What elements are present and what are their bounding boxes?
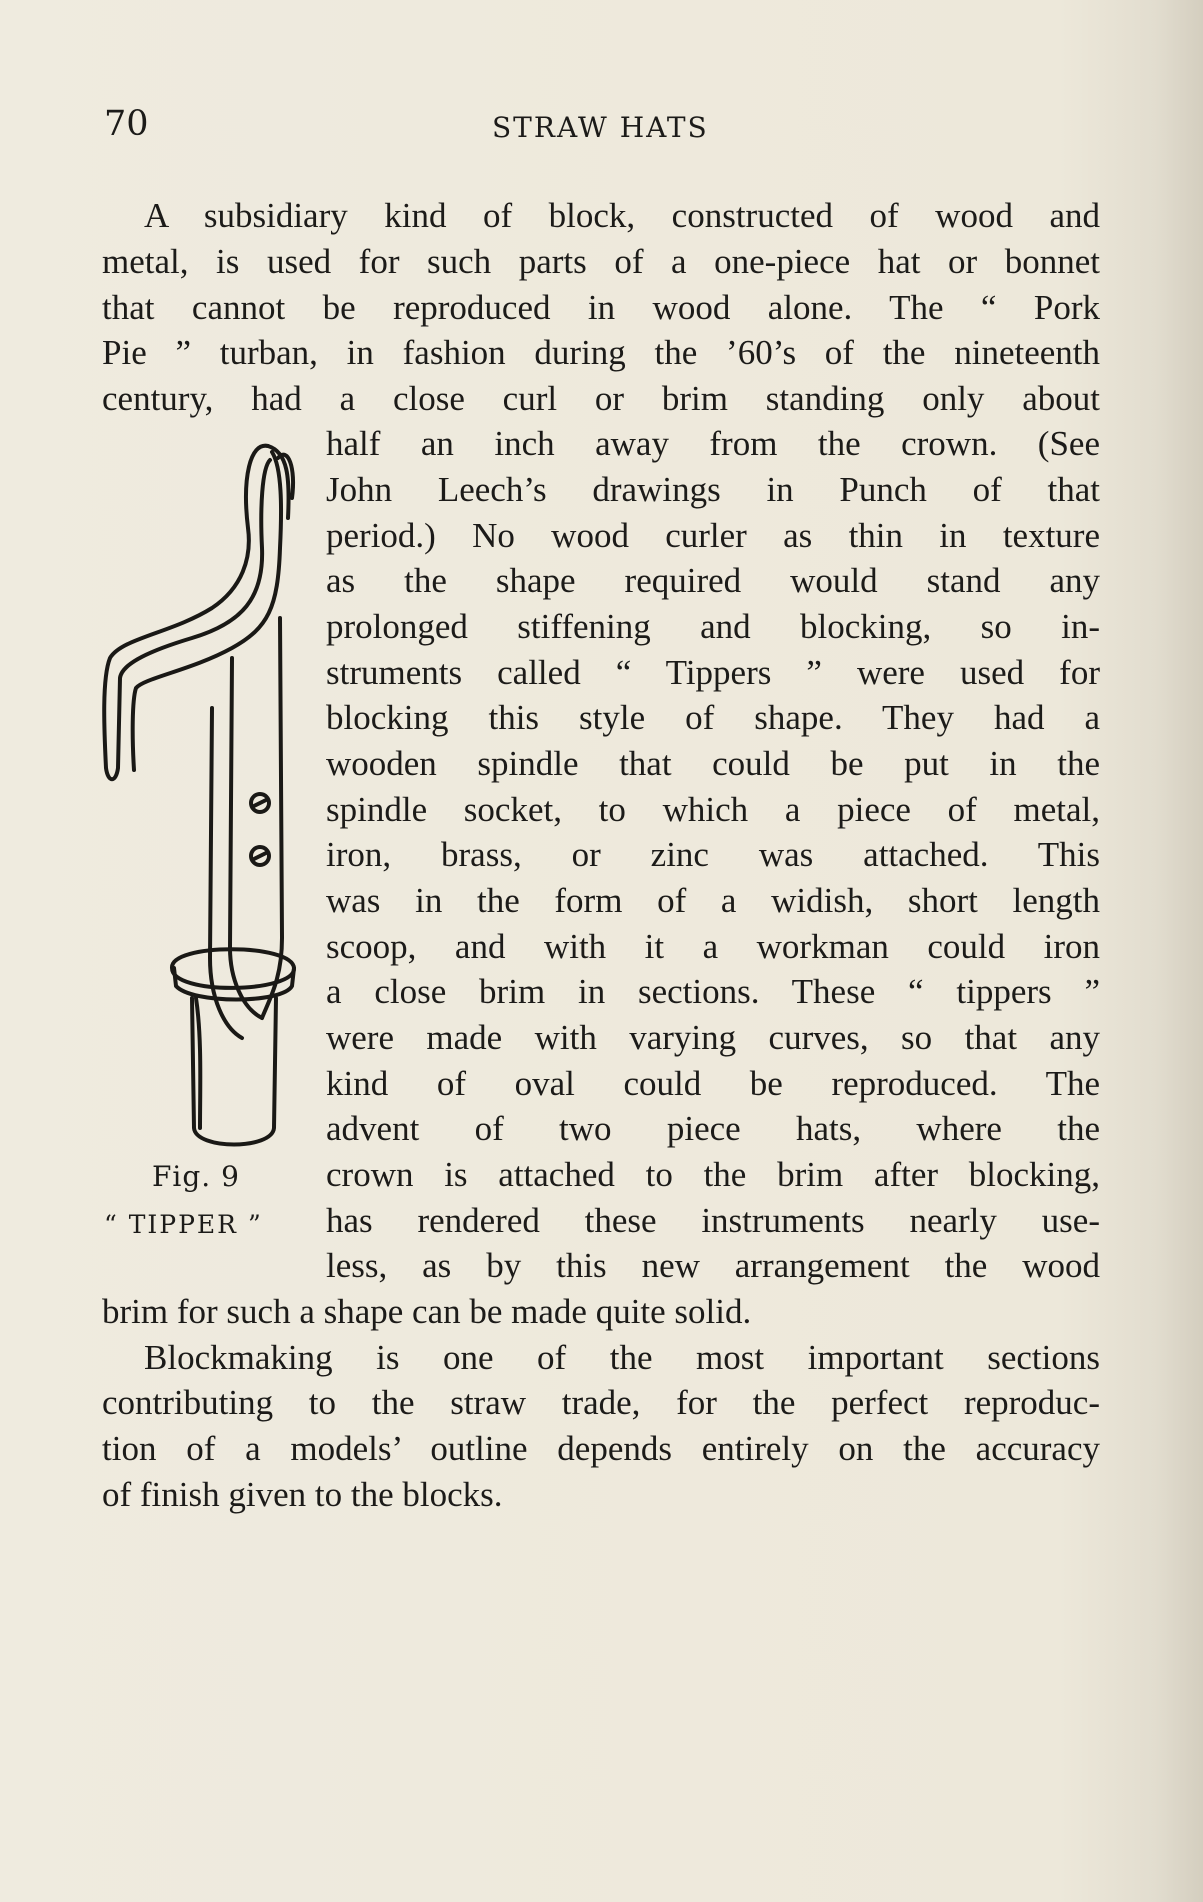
body-line: has rendered these instruments nearly use-	[326, 1201, 1100, 1240]
body-line: blocking this style of shape. They had a	[326, 698, 1100, 737]
body-line: Pie ” turban, in fashion during the ’60’s of the nineteenth	[102, 333, 1100, 372]
body-line: were made with varying curves, so that any	[326, 1018, 1100, 1057]
body-line: that cannot be reproduced in wood alone. The “ Pork	[102, 288, 1100, 327]
body-line: prolonged stiffening and blocking, so in-	[326, 607, 1100, 646]
page-number: 70	[104, 104, 149, 144]
body-line: crown is attached to the brim after blocking,	[326, 1155, 1100, 1194]
body-line: half an inch away from the crown. (See	[326, 424, 1100, 463]
body-line: contributing to the straw trade, for the perfect reproduc-	[102, 1383, 1100, 1422]
body-line: kind of oval could be reproduced. The	[326, 1064, 1100, 1103]
body-line: of finish given to the blocks.	[102, 1475, 503, 1514]
body-line: tion of a models’ outline depends entirely on the accuracy	[102, 1429, 1100, 1468]
tipper-icon	[92, 438, 302, 1158]
body-line: metal, is used for such parts of a one-piece hat or bonnet	[102, 242, 1100, 281]
body-line: John Leech’s drawings in Punch of that	[326, 470, 1100, 509]
body-line: a close brim in sections. These “ tippers ”	[326, 972, 1100, 1011]
body-line: was in the form of a widish, short length	[326, 881, 1100, 920]
running-head: STRAW HATS	[492, 111, 709, 144]
body-line: less, as by this new arrangement the wood	[326, 1246, 1100, 1285]
body-line: spindle socket, to which a piece of metal,	[326, 790, 1100, 829]
figure-caption: “ TIPPER ”	[104, 1210, 263, 1239]
body-line: as the shape required would stand any	[326, 561, 1100, 600]
body-line: brim for such a shape can be made quite solid.	[102, 1292, 752, 1331]
body-line: Blockmaking is one of the most important sections	[144, 1338, 1100, 1377]
body-line: struments called “ Tippers ” were used for	[326, 653, 1100, 692]
body-line: century, had a close curl or brim standing only about	[102, 379, 1100, 418]
figure-number: Fig. 9	[152, 1160, 240, 1193]
page-header	[104, 104, 1104, 154]
body-line: iron, brass, or zinc was attached. This	[326, 835, 1100, 874]
tipper-tool-illustration	[92, 438, 302, 1158]
body-line: scoop, and with it a workman could iron	[326, 927, 1100, 966]
body-line: advent of two piece hats, where the	[326, 1109, 1100, 1148]
body-line: wooden spindle that could be put in the	[326, 744, 1100, 783]
body-line: period.) No wood curler as thin in texture	[326, 516, 1100, 555]
body-line: A subsidiary kind of block, constructed of wood and	[144, 196, 1100, 235]
